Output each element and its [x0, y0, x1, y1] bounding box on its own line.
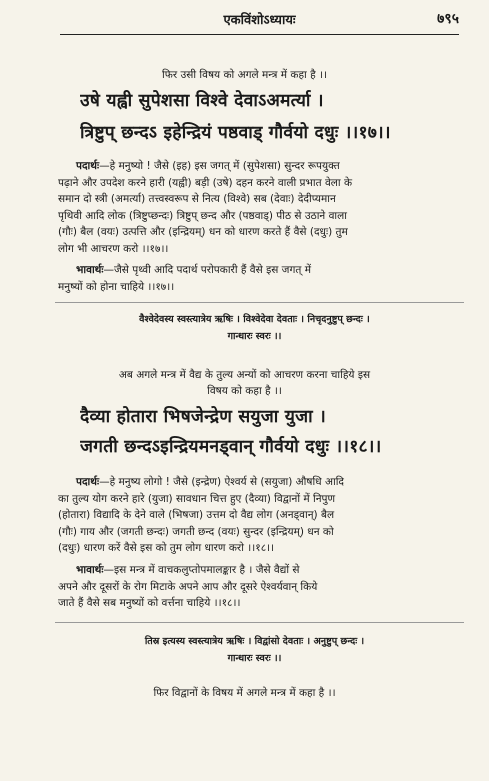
padartha-18-line: (गौः) गाय और (जगती छन्दः) जगती छन्द (वयः) सुन्दर (इन्द्रियम्) धन को — [58, 525, 334, 538]
padartha-17-line: (गौः) बैल (वयः) उत्पत्ति और (इन्द्रियम्) धन को धारण करते हैं वैसे (दधुः) तुम — [58, 226, 348, 238]
page-header — [60, 8, 459, 35]
intro-line-2b: विषय को कहा है ।। — [207, 385, 282, 397]
padartha-18-line: का तुल्य योग करने हारे (युजा) सावधान चित्त हुए (दैव्या) विद्वानों में निपुण — [58, 492, 336, 505]
intro-line-3: फिर विद्वानों के विषय में अगले मन्त्र में कहा है ।। — [153, 687, 336, 699]
rishi-devata-17: वैश्वेदेवस्य स्वस्त्यात्रेय ऋषिः । विश्वेदेवा देवताः । निचृदनुष्टुप् छन्दः । — [139, 314, 370, 325]
bhavartha-17-line: मनुष्यों को होना चाहिये ।।१७।। — [58, 280, 175, 293]
padartha-18-line: —हे मनुष्य लोगो ! जैसे (इन्द्रेण) ऐश्वर्य से (सयुजा) औषधि आदि — [99, 476, 344, 488]
bhavartha-18-line: अपने और दूसरों के रोग मिटाके अपने आप और दूसरे ऐश्वर्यवान् किये — [58, 580, 318, 593]
padartha-18 — [58, 474, 464, 557]
rishi-devata-18: तिस्र इत्यस्य स्वस्त्यात्रेय ऋषिः । विद्वांसो देवताः । अनुष्टुप् छन्दः । — [144, 636, 365, 647]
intro-line-2a: अब अगले मन्त्र में वैद्य के तुल्य अन्यों को आचरण करना चाहिये इस — [118, 369, 371, 381]
svara-17: गान्धारः स्वरः ।। — [227, 331, 282, 342]
mantra-17-line-1: उषे यह्वी सुपेशसा विश्वे देवाऽअमर्त्या । — [80, 91, 324, 111]
bhavartha-17 — [58, 262, 464, 295]
mantra-18-line-1: दैव्या होतारा भिषजेन्द्रेण सयुजा युजा । — [80, 407, 326, 427]
padartha-label: पदार्थः — [76, 160, 100, 172]
padartha-17-line: समान दो स्त्री (अमर्त्या) तत्त्वस्वरूप से नित्य (विश्वे) सब (देवाः) देदीप्यमान — [58, 193, 336, 205]
padartha-label: पदार्थः — [76, 476, 100, 488]
bhavartha-18 — [58, 562, 464, 612]
bhavartha-17-line: —जैसे पृथ्वी आदि पदार्थ परोपकारी हैं वैसे इस जगत् में — [103, 264, 311, 276]
chapter-title: एकविंशोऽध्यायः — [223, 13, 296, 28]
padartha-17-line: पृथिवी आदि लोक (त्रिष्टुप्छन्दः) त्रिष्टुप् छन्द और (पष्ठवाड्) पीठ से उठाने वाला — [58, 209, 347, 222]
padartha-17 — [58, 158, 464, 257]
bhavartha-label: भावार्थः — [76, 264, 104, 276]
padartha-17-line: पढ़ाने और उपदेश करने हारी (यह्वी) बड़ी (उषे) दहन करने वाली प्रभात वेला के — [58, 176, 353, 189]
intro-line-1: फिर उसी विषय को अगले मन्त्र में कहा है ।। — [162, 69, 327, 81]
page-number: ७९५ — [437, 11, 459, 27]
padartha-17-line: लोग भी आचरण करो ।।१७।। — [58, 242, 169, 255]
mantra-17-line-2: त्रिष्टुप् छन्दऽ इहेन्द्रियं पष्ठवाड् गौर्वयो दधुः ।।१७।। — [80, 123, 391, 143]
padartha-18-line: (होतारा) विद्यादि के देने वाले (भिषजा) उत्तम दो वैद्य लोग (अनड्वान्) बैल — [58, 509, 335, 521]
bhavartha-18-line: —इस मन्त्र में वाचकलुप्तोपमालङ्कार है । जैसे वैद्यों से — [103, 564, 300, 576]
separator — [55, 622, 464, 623]
padartha-18-line: (दधुः) धारण करें वैसे इस को तुम लोग धारण करो ।।१८।। — [58, 542, 275, 554]
separator — [55, 302, 464, 303]
bhavartha-18-line: जाते हैं वैसे सब मनुष्यों को वर्त्तना चाहिये ।।१८।। — [58, 597, 241, 609]
svara-18: गान्धारः स्वरः ।। — [227, 653, 282, 664]
bhavartha-label: भावार्थः — [76, 564, 104, 576]
padartha-17-line: —हे मनुष्यो ! जैसे (इह) इस जगत् में (सुपेशसा) सुन्दर रूपयुक्त — [99, 160, 340, 172]
mantra-18-line-2: जगती छन्दऽइन्द्रियमनड्वान् गौर्वयो दधुः ।।१८।। — [80, 437, 382, 457]
